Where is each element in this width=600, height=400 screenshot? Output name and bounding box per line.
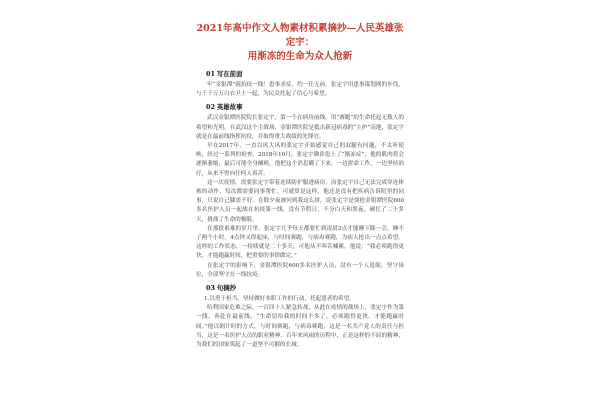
section-heading bbox=[206, 70, 404, 79]
paragraph: 在那段艰难的岁月里，张定宇几乎每天都要忙到凌晨2点才能睡下眯一会，睡不了两个小时，4点钟又得起床，与时间赛跑，与病毒赛跑，为病人抢出一点点希望。这样的工作状态，一持续就是二十多天，可他从不叫苦喊累，他说：“我必须跑得更快，才能跑赢时间，把重要的事情做完。” bbox=[196, 225, 404, 260]
section-number: 01 bbox=[206, 70, 215, 78]
section-number: 02 bbox=[206, 103, 215, 112]
section-intro bbox=[196, 70, 404, 99]
paragraph: 这一次疫情，需要张定宇带着连续防护服进病房，而张定宇自己无法完成穿连体裤的动作，每次都需要同事帮忙。可就算是这样，他还是没有把疾病告诉院里的同事，只说自己膝盖不好。在除夕夜被问到我这么拼，说张定宇是要抢金银潭医院600多名医护人员一起战在抗疫第一线，没有节假日，不分白天和黑夜，硬扛了二十多天，挑战了生命的极限。 bbox=[196, 179, 404, 223]
paragraph: 武汉金银潭医院院长张定宇，第一个在病房前线，用“赛跑”的生命托起无数人的希望和光明。在武汉这个主战场，金银潭医院是抵击新冠病毒的“主护”高地，张定宇就是在最前线指挥抗疫，并取得重大战绩的先锋官。 bbox=[196, 115, 404, 140]
section-heading-text: 写在前面 bbox=[216, 70, 243, 78]
title-line-2: 用渐冻的生命为众人抢新 bbox=[247, 51, 353, 62]
section-excerpts bbox=[196, 284, 404, 350]
section-heading bbox=[206, 103, 404, 112]
paragraph: 哈利国家危难之际，一百四十人紧急转战，从此在疫情的战场上，张定宇作为第一线，奔赴在最前线，“生命留给我的时间不多了，必须跑得更快，才能跑赢时间。”他以倒计时的方式，与时间赛跑，与病毒赛跑，这是一名共产党人的责任与担当，这是一名医护人员的职业精神。百年来风雨的历程中，正是这样的不屈的精神，为我们的国家筑起了一道坚不可摧的长城。 bbox=[196, 305, 404, 349]
section-heading-text: 英雄故事 bbox=[216, 103, 243, 112]
title-line-1: 2021年高中作文人物素材积累摘抄—人民英雄张定宇： bbox=[196, 23, 404, 48]
section-heading bbox=[206, 284, 404, 293]
paragraph: 早在2017年，一直以风大风的张定宇开始感觉自己的双腿有问题，不太听使唤，经过一系列的检查，2018年10月，张定宇确诊患上了“渐冻症”，他的肌肉将会逐渐萎缩，最后可能全身瘫痪，他把这个消息瞒了下来，一边拼命工作，一边坚持治疗，从来不曾向任何人诉苦。 bbox=[196, 143, 404, 177]
paragraph: 1.以勇于担当，坚持做好本职工作的行动，托起患者的希望。 bbox=[204, 296, 355, 303]
section-number: 03 bbox=[206, 284, 215, 293]
section-story bbox=[196, 103, 404, 280]
paragraph: 在张定宇的影响下，金银潭医院600多名医护人员，没有一个人退缩，坚守岗位，全部坚守在一线抗疫。 bbox=[196, 262, 404, 278]
section-heading-text: 句摘抄 bbox=[216, 284, 237, 293]
paragraph: 牢“金银潭”就抗疫一线！患事求症，约一往无前，张定宇用患事谋划网的步伐，与千千万万白衣卫士一起，为民众托起了信心与希望。 bbox=[196, 82, 404, 98]
document-title bbox=[196, 22, 404, 64]
